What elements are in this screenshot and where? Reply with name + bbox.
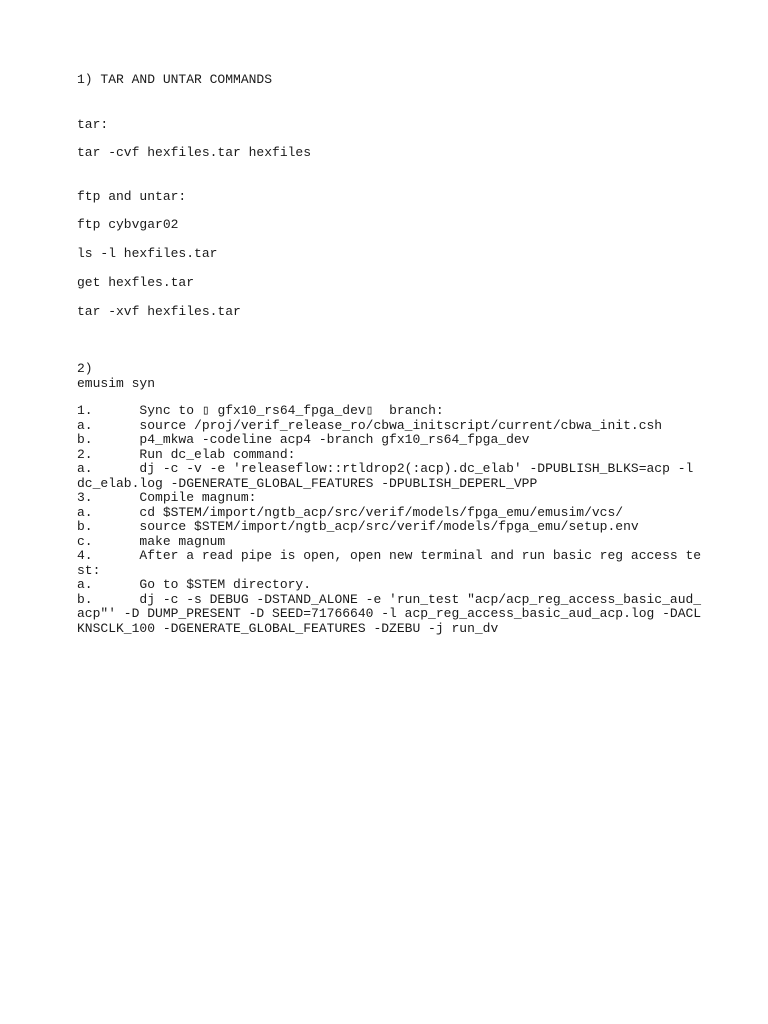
- step-line: a. dj -c -v -e 'releaseflow::rtldrop2(:acp).dc_elab' -DPUBLISH_BLKS=acp -l: [77, 461, 694, 476]
- section-2-number: 2): [77, 361, 93, 376]
- step-line: 2. Run dc_elab command:: [77, 446, 296, 462]
- ls-command: ls -l hexfiles.tar: [77, 246, 218, 261]
- step-line: c. make magnum: [77, 533, 226, 549]
- step-line: 1. Sync to ▯ gfx10_rs64_fpga_dev▯ branch:: [77, 403, 444, 418]
- section-1-heading: 1) TAR AND UNTAR COMMANDS: [77, 72, 273, 87]
- ftp-command: ftp cybvgar02: [77, 217, 179, 232]
- section-2-title: emusim syn: [77, 376, 156, 391]
- untar-command: tar -xvf hexfiles.tar: [77, 304, 241, 319]
- step-line: 4. After a read pipe is open, open new terminal and run basic reg access te: [77, 548, 702, 563]
- step-line: st:: [77, 562, 101, 578]
- step-line: 3. Compile magnum:: [77, 490, 257, 505]
- step-line: b. dj -c -s DEBUG -DSTAND_ALONE -e 'run_test "acp/acp_reg_access_basic_aud_: [77, 591, 702, 607]
- step-line: a. source /proj/verif_release_ro/cbwa_initscript/current/cbwa_init.csh: [77, 417, 663, 433]
- step-line: b. p4_mkwa -codeline acp4 -branch gfx10_rs64_fpga_dev: [77, 432, 530, 447]
- step-line: b. source $STEM/import/ngtb_acp/src/verif/models/fpga_emu/setup.env: [77, 519, 639, 534]
- step-line: KNSCLK_100 -DGENERATE_GLOBAL_FEATURES -DZEBU -j run_dv: [77, 620, 499, 636]
- ftp-untar-label: ftp and untar:: [77, 189, 187, 204]
- get-command: get hexfles.tar: [77, 275, 195, 290]
- step-line: acp"' -D DUMP_PRESENT -D SEED=71766640 -l acp_reg_access_basic_aud_acp.log -DACL: [77, 606, 702, 621]
- emusim-steps: [77, 404, 737, 636]
- tar-command: tar -cvf hexfiles.tar hexfiles: [77, 145, 312, 160]
- tar-label: tar:: [77, 117, 109, 132]
- step-line: a. cd $STEM/import/ngtb_acp/src/verif/models/fpga_emu/emusim/vcs/: [77, 504, 624, 520]
- step-line: dc_elab.log -DGENERATE_GLOBAL_FEATURES -DPUBLISH_DEPERL_VPP: [77, 475, 538, 491]
- step-line: a. Go to $STEM directory.: [77, 577, 312, 592]
